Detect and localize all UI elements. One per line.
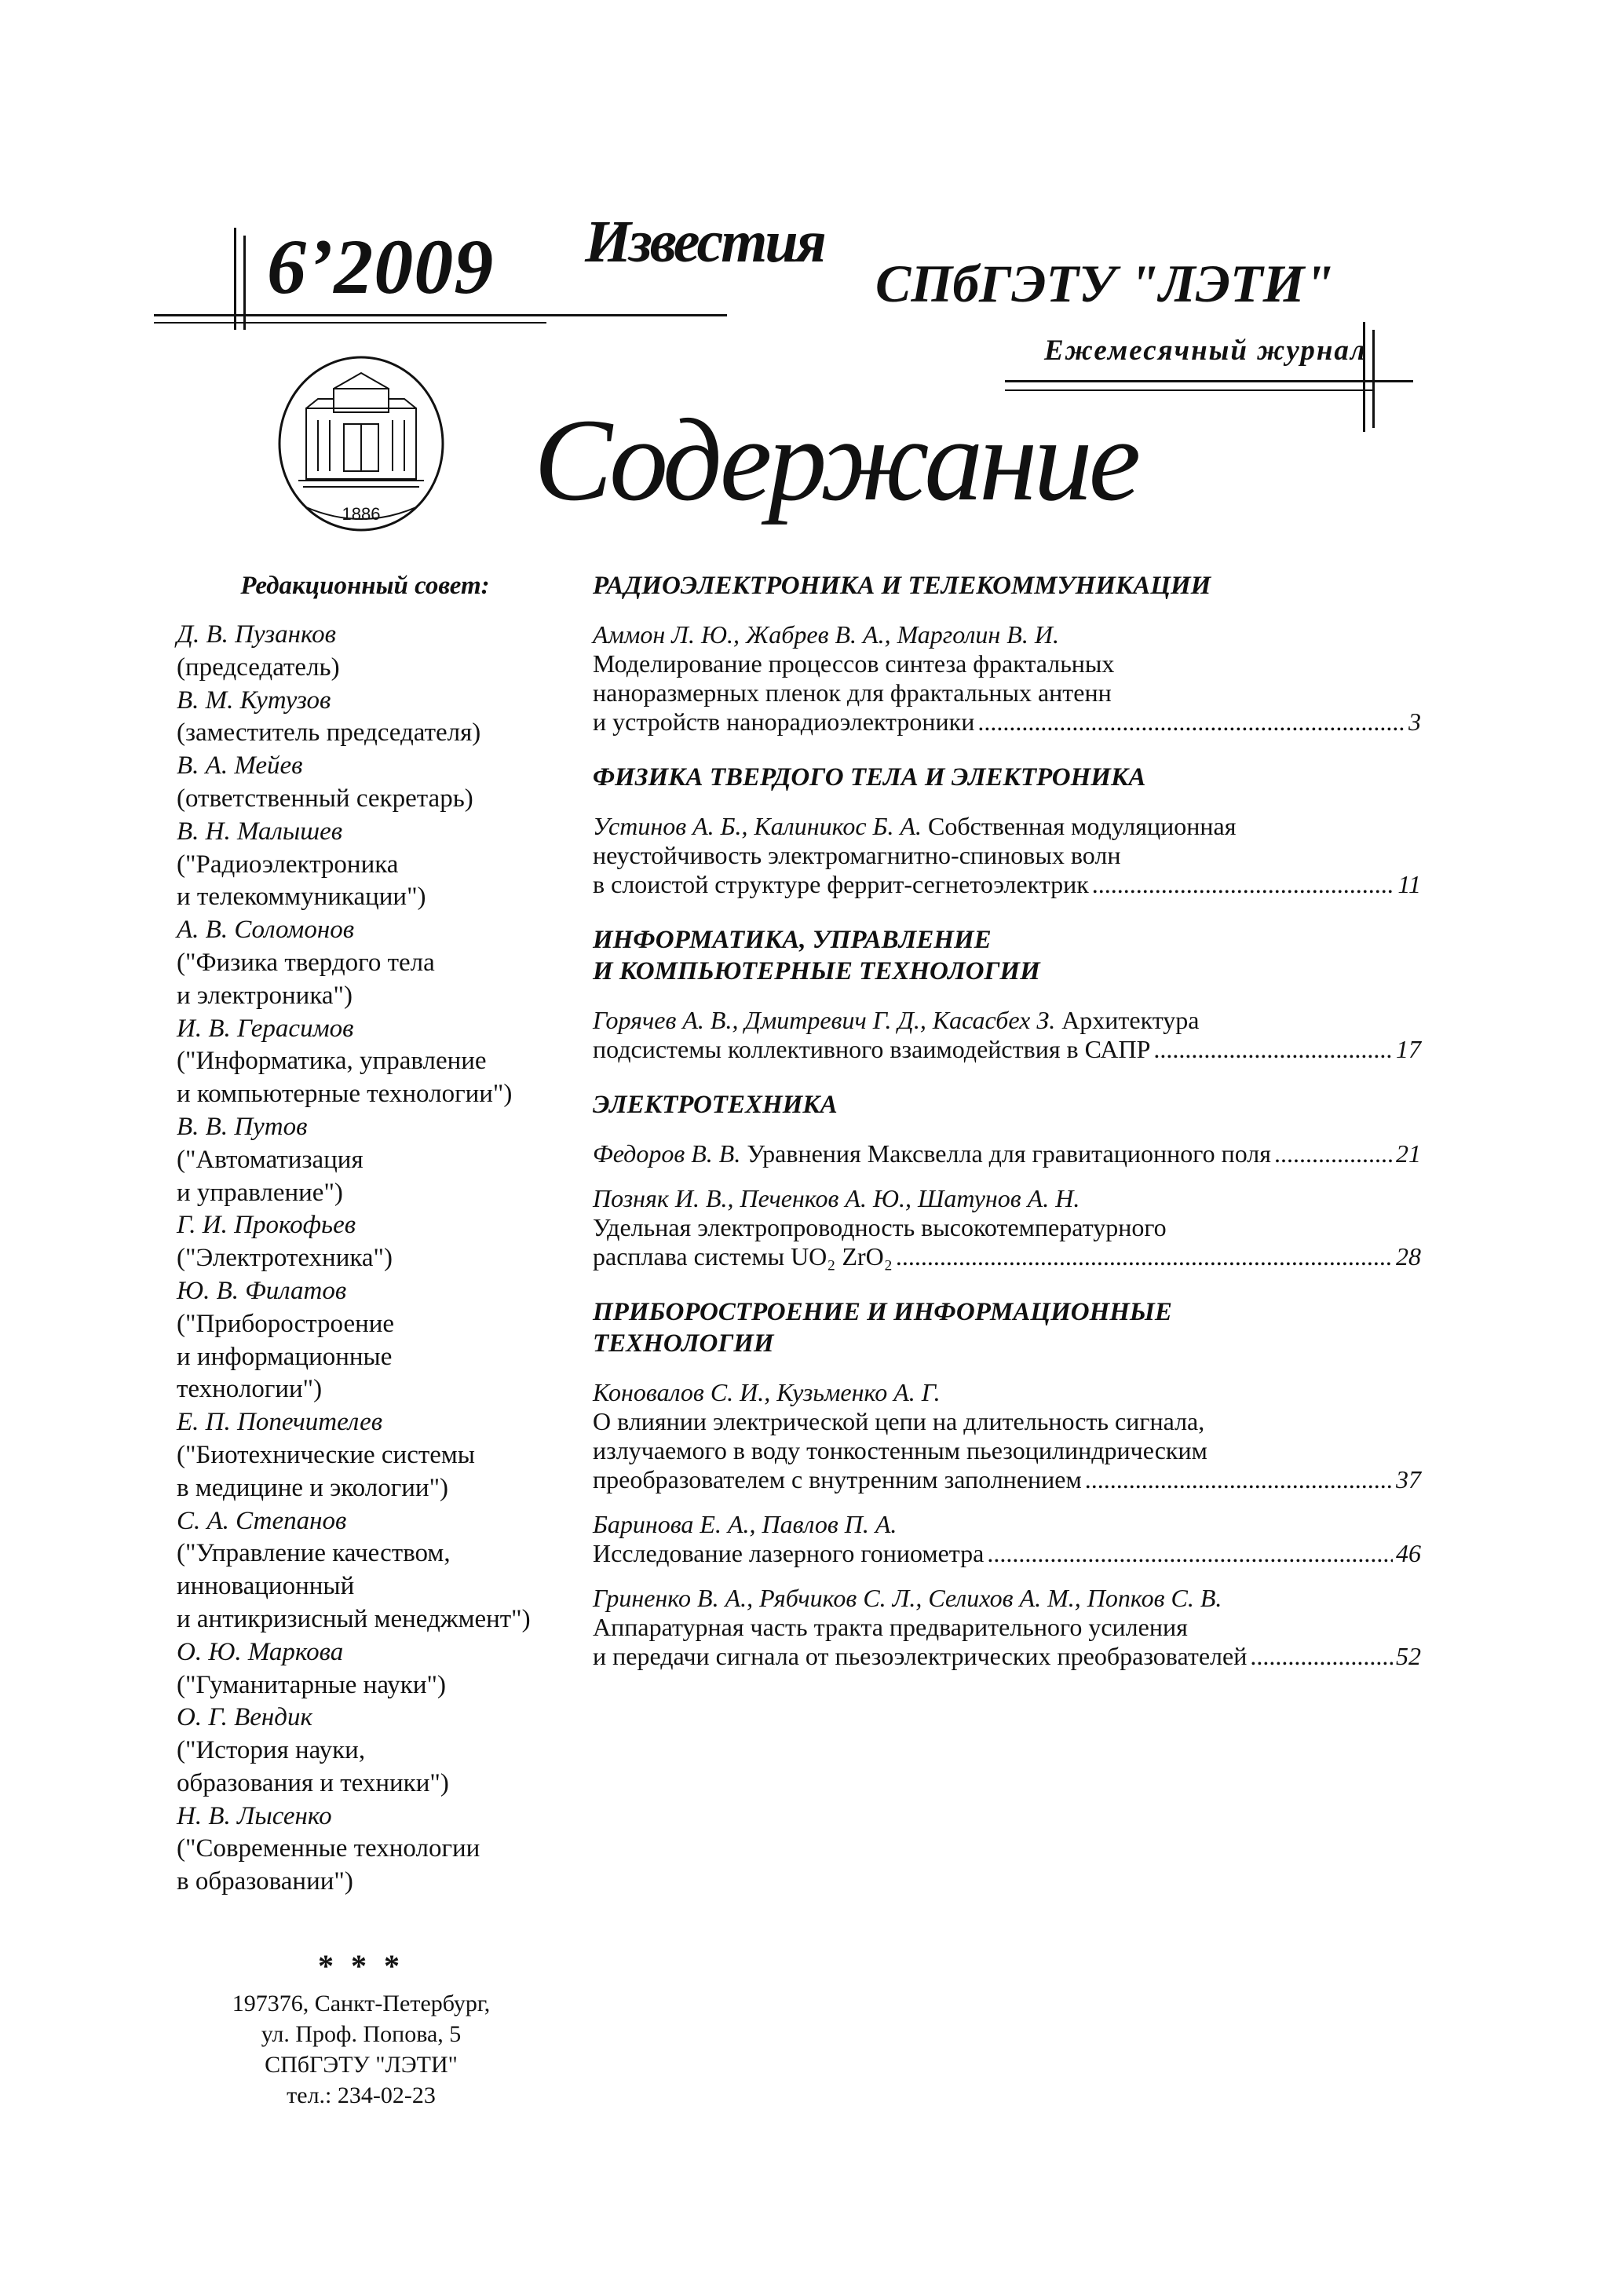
entry-authors: Позняк И. В., Печенков А. Ю., Шатунов А. Н.: [593, 1184, 1080, 1212]
board-member-role: ("Автоматизация: [177, 1145, 363, 1174]
toc-section: [593, 924, 1421, 1064]
dot-leader: [1085, 1465, 1393, 1494]
board-member-role: ("Биотехнические системы: [177, 1440, 475, 1469]
board-member-name: И. В. Герасимов: [177, 1014, 354, 1043]
section-title: РАДИОЭЛЕКТРОНИКА И ТЕЛЕКОММУНИКАЦИИ: [593, 572, 1211, 600]
board-member-role: ("Электротехника"): [177, 1244, 393, 1273]
toc-entry[interactable]: [593, 1584, 1421, 1671]
contents-title: Содержание: [534, 395, 1138, 525]
board-member-name: А. В. Соломонов: [177, 916, 355, 945]
page-number: 3: [1408, 707, 1421, 736]
board-member-role: ("Радиоэлектроника: [177, 850, 399, 879]
entry-title-line: неустойчивость электромагнитно-спиновых волн: [593, 841, 1121, 869]
table-of-contents: [593, 570, 1421, 1696]
toc-entry[interactable]: [593, 1510, 1421, 1568]
toc-section: [593, 570, 1421, 737]
board-member-role: и телекоммуникации"): [177, 883, 426, 912]
board-member-role: технологии"): [177, 1375, 323, 1404]
board-member-role: инновационный: [177, 1572, 355, 1601]
entry-authors: Устинов А. Б., Калиникос Б. А.: [593, 812, 922, 840]
board-member-name: В. А. Мейев: [177, 751, 303, 781]
board-member-role: (заместитель председателя): [177, 718, 481, 748]
address-line: ул. Проф. Попова, 5: [261, 2021, 462, 2047]
page-number: 21: [1396, 1139, 1421, 1168]
board-member-role: ("Современные технологии: [177, 1834, 480, 1863]
board-member-name: Д. В. Пузанков: [177, 620, 336, 649]
address-line: 197376, Санкт-Петербург,: [232, 1991, 491, 2016]
board-member-name: О. Ю. Маркова: [177, 1637, 344, 1666]
address-line: тел.: 234-02-23: [287, 2082, 436, 2108]
page-number: 17: [1396, 1035, 1421, 1063]
entry-title-line: преобразователем с внутренним заполнением: [593, 1465, 1082, 1493]
frame-line-h-top-left2: [154, 322, 546, 324]
page-number: 37: [1396, 1465, 1421, 1493]
board-member-name: С. А. Степанов: [177, 1506, 347, 1535]
board-member-role: ("Физика твердого тела: [177, 948, 435, 977]
board-member-role: и информационные: [177, 1342, 393, 1371]
entry-authors: Баринова Е. А., Павлов П. А.: [593, 1510, 897, 1538]
toc-section: [593, 762, 1421, 899]
entry-title-line: излучаемого в воду тонкостенным пьезоцилиндрическим: [593, 1436, 1207, 1464]
board-member-role: ("Управление качеством,: [177, 1539, 451, 1568]
entry-title-line: в слоистой структуре феррит-сегнетоэлектрик: [593, 870, 1089, 898]
entry-authors: Аммон Л. Ю., Жабрев В. А., Марголин В. И.: [593, 620, 1059, 649]
board-member-name: В. В. Путов: [177, 1112, 308, 1141]
address-block: [177, 1988, 546, 2111]
dot-leader: [896, 1242, 1393, 1271]
dot-leader: [1250, 1642, 1393, 1671]
toc-entry[interactable]: [593, 1139, 1421, 1168]
section-title: ИНФОРМАТИКА, УПРАВЛЕНИЕ И КОМПЬЮТЕРНЫЕ ТЕХНОЛОГИИ: [593, 926, 1040, 985]
board-member-name: В. Н. Малышев: [177, 817, 343, 846]
entry-authors: Федоров В. В.: [593, 1139, 741, 1168]
board-member-role: образования и техники"): [177, 1768, 449, 1797]
section-title: ЭЛЕКТРОТЕХНИКА: [593, 1091, 838, 1119]
board-member-role: и компьютерные технологии"): [177, 1080, 513, 1109]
toc-entry[interactable]: [593, 812, 1421, 899]
entry-title-line: Собственная модуляционная: [927, 812, 1237, 840]
board-member-name: В. М. Кутузов: [177, 686, 331, 715]
board-member-name: Н. В. Лысенко: [177, 1801, 332, 1830]
journal-word: Известия: [585, 209, 824, 275]
board-member-role: и управление"): [177, 1178, 343, 1207]
dot-leader: [987, 1539, 1393, 1568]
separator-stars: * * *: [318, 1948, 404, 1983]
dot-leader: [1274, 1139, 1393, 1168]
frame-line-h-right2: [1005, 389, 1374, 391]
entry-title-line: расплава системы UO₂ ZrO₂: [593, 1242, 893, 1270]
board-list: [177, 619, 569, 1899]
page-number: 11: [1397, 870, 1421, 898]
dot-leader: [977, 707, 1405, 737]
entry-title-line: Удельная электропроводность высокотемпературного: [593, 1213, 1167, 1241]
university-name: СПбГЭТУ "ЛЭТИ": [875, 254, 1335, 313]
board-member-name: Ю. В. Филатов: [177, 1276, 347, 1305]
board-member-role: (председатель): [177, 653, 340, 682]
board-member-name: О. Г. Вендик: [177, 1703, 312, 1732]
page-number: 46: [1396, 1539, 1421, 1567]
board-member-role: в медицине и экологии"): [177, 1473, 449, 1502]
entry-title-line: Моделирование процессов синтеза фрактальных: [593, 649, 1115, 678]
building-icon: [298, 373, 424, 487]
toc-section: [593, 1296, 1421, 1671]
entry-title-line: и устройств нанорадиоэлектроники: [593, 707, 975, 736]
toc-section: [593, 1089, 1421, 1271]
entry-title-line: О влиянии электрической цепи на длительность сигнала,: [593, 1407, 1205, 1435]
frame-line-h-right: [1005, 380, 1413, 382]
entry-title-line: Архитектура: [1061, 1006, 1200, 1034]
entry-title-line: наноразмерных пленок для фрактальных антенн: [593, 678, 1112, 707]
board-member-role: и электроника"): [177, 981, 353, 1010]
toc-entry[interactable]: [593, 1006, 1421, 1064]
frame-line-h-top-left: [154, 314, 727, 316]
emblem-year: 1886: [342, 504, 381, 524]
entry-title-line: Исследование лазерного гониометра: [593, 1539, 985, 1567]
entry-authors: Коновалов С. И., Кузьменко А. Г.: [593, 1378, 941, 1406]
board-member-role: ("Информатика, управление: [177, 1047, 487, 1076]
board-heading: Редакционный совет:: [240, 572, 490, 600]
toc-entry[interactable]: [593, 1378, 1421, 1494]
toc-entry[interactable]: [593, 620, 1421, 737]
board-member-role: ("История науки,: [177, 1736, 366, 1765]
board-member-role: ("Гуманитарные науки"): [177, 1670, 446, 1699]
dot-leader: [1092, 870, 1395, 899]
dot-leader: [1153, 1035, 1393, 1064]
issue-number: 6’2009: [267, 223, 495, 310]
entry-authors: Горячев А. В., Дмитревич Г. Д., Касасбех З.: [593, 1006, 1056, 1034]
university-emblem: [275, 353, 448, 534]
board-member-role: в образовании"): [177, 1867, 353, 1896]
entry-title-line: и передачи сигнала от пьезоэлектрических преобразователей: [593, 1642, 1248, 1670]
entry-authors: Гриненко В. А., Рябчиков С. Л., Селихов А. М., Попков С. В.: [593, 1584, 1222, 1612]
section-title: ПРИБОРОСТРОЕНИЕ И ИНФОРМАЦИОННЫЕ ТЕХНОЛОГИИ: [593, 1298, 1172, 1358]
page-number: 52: [1396, 1642, 1421, 1670]
board-member-role: ("Приборостроение: [177, 1309, 395, 1338]
board-member-role: и антикризисный менеджмент"): [177, 1604, 531, 1633]
page-number: 28: [1396, 1242, 1421, 1270]
section-title: ФИЗИКА ТВЕРДОГО ТЕЛА И ЭЛЕКТРОНИКА: [593, 763, 1146, 792]
monthly-subtitle: Ежемесячный журнал: [1044, 335, 1367, 367]
address-line: СПбГЭТУ "ЛЭТИ": [265, 2052, 458, 2078]
frame-line-v-right2: [1372, 330, 1375, 428]
entry-title-line: Аппаратурная часть тракта предварительного усиления: [593, 1613, 1188, 1641]
entry-title-line: Уравнения Максвелла для гравитационного поля: [747, 1139, 1271, 1168]
board-member-name: Е. П. Попечителев: [177, 1408, 383, 1437]
board-member-role: (ответственный секретарь): [177, 784, 473, 813]
board-member-name: Г. И. Прокофьев: [177, 1211, 356, 1240]
entry-title-line: подсистемы коллективного взаимодействия в САПР: [593, 1035, 1151, 1063]
toc-entry[interactable]: [593, 1184, 1421, 1271]
